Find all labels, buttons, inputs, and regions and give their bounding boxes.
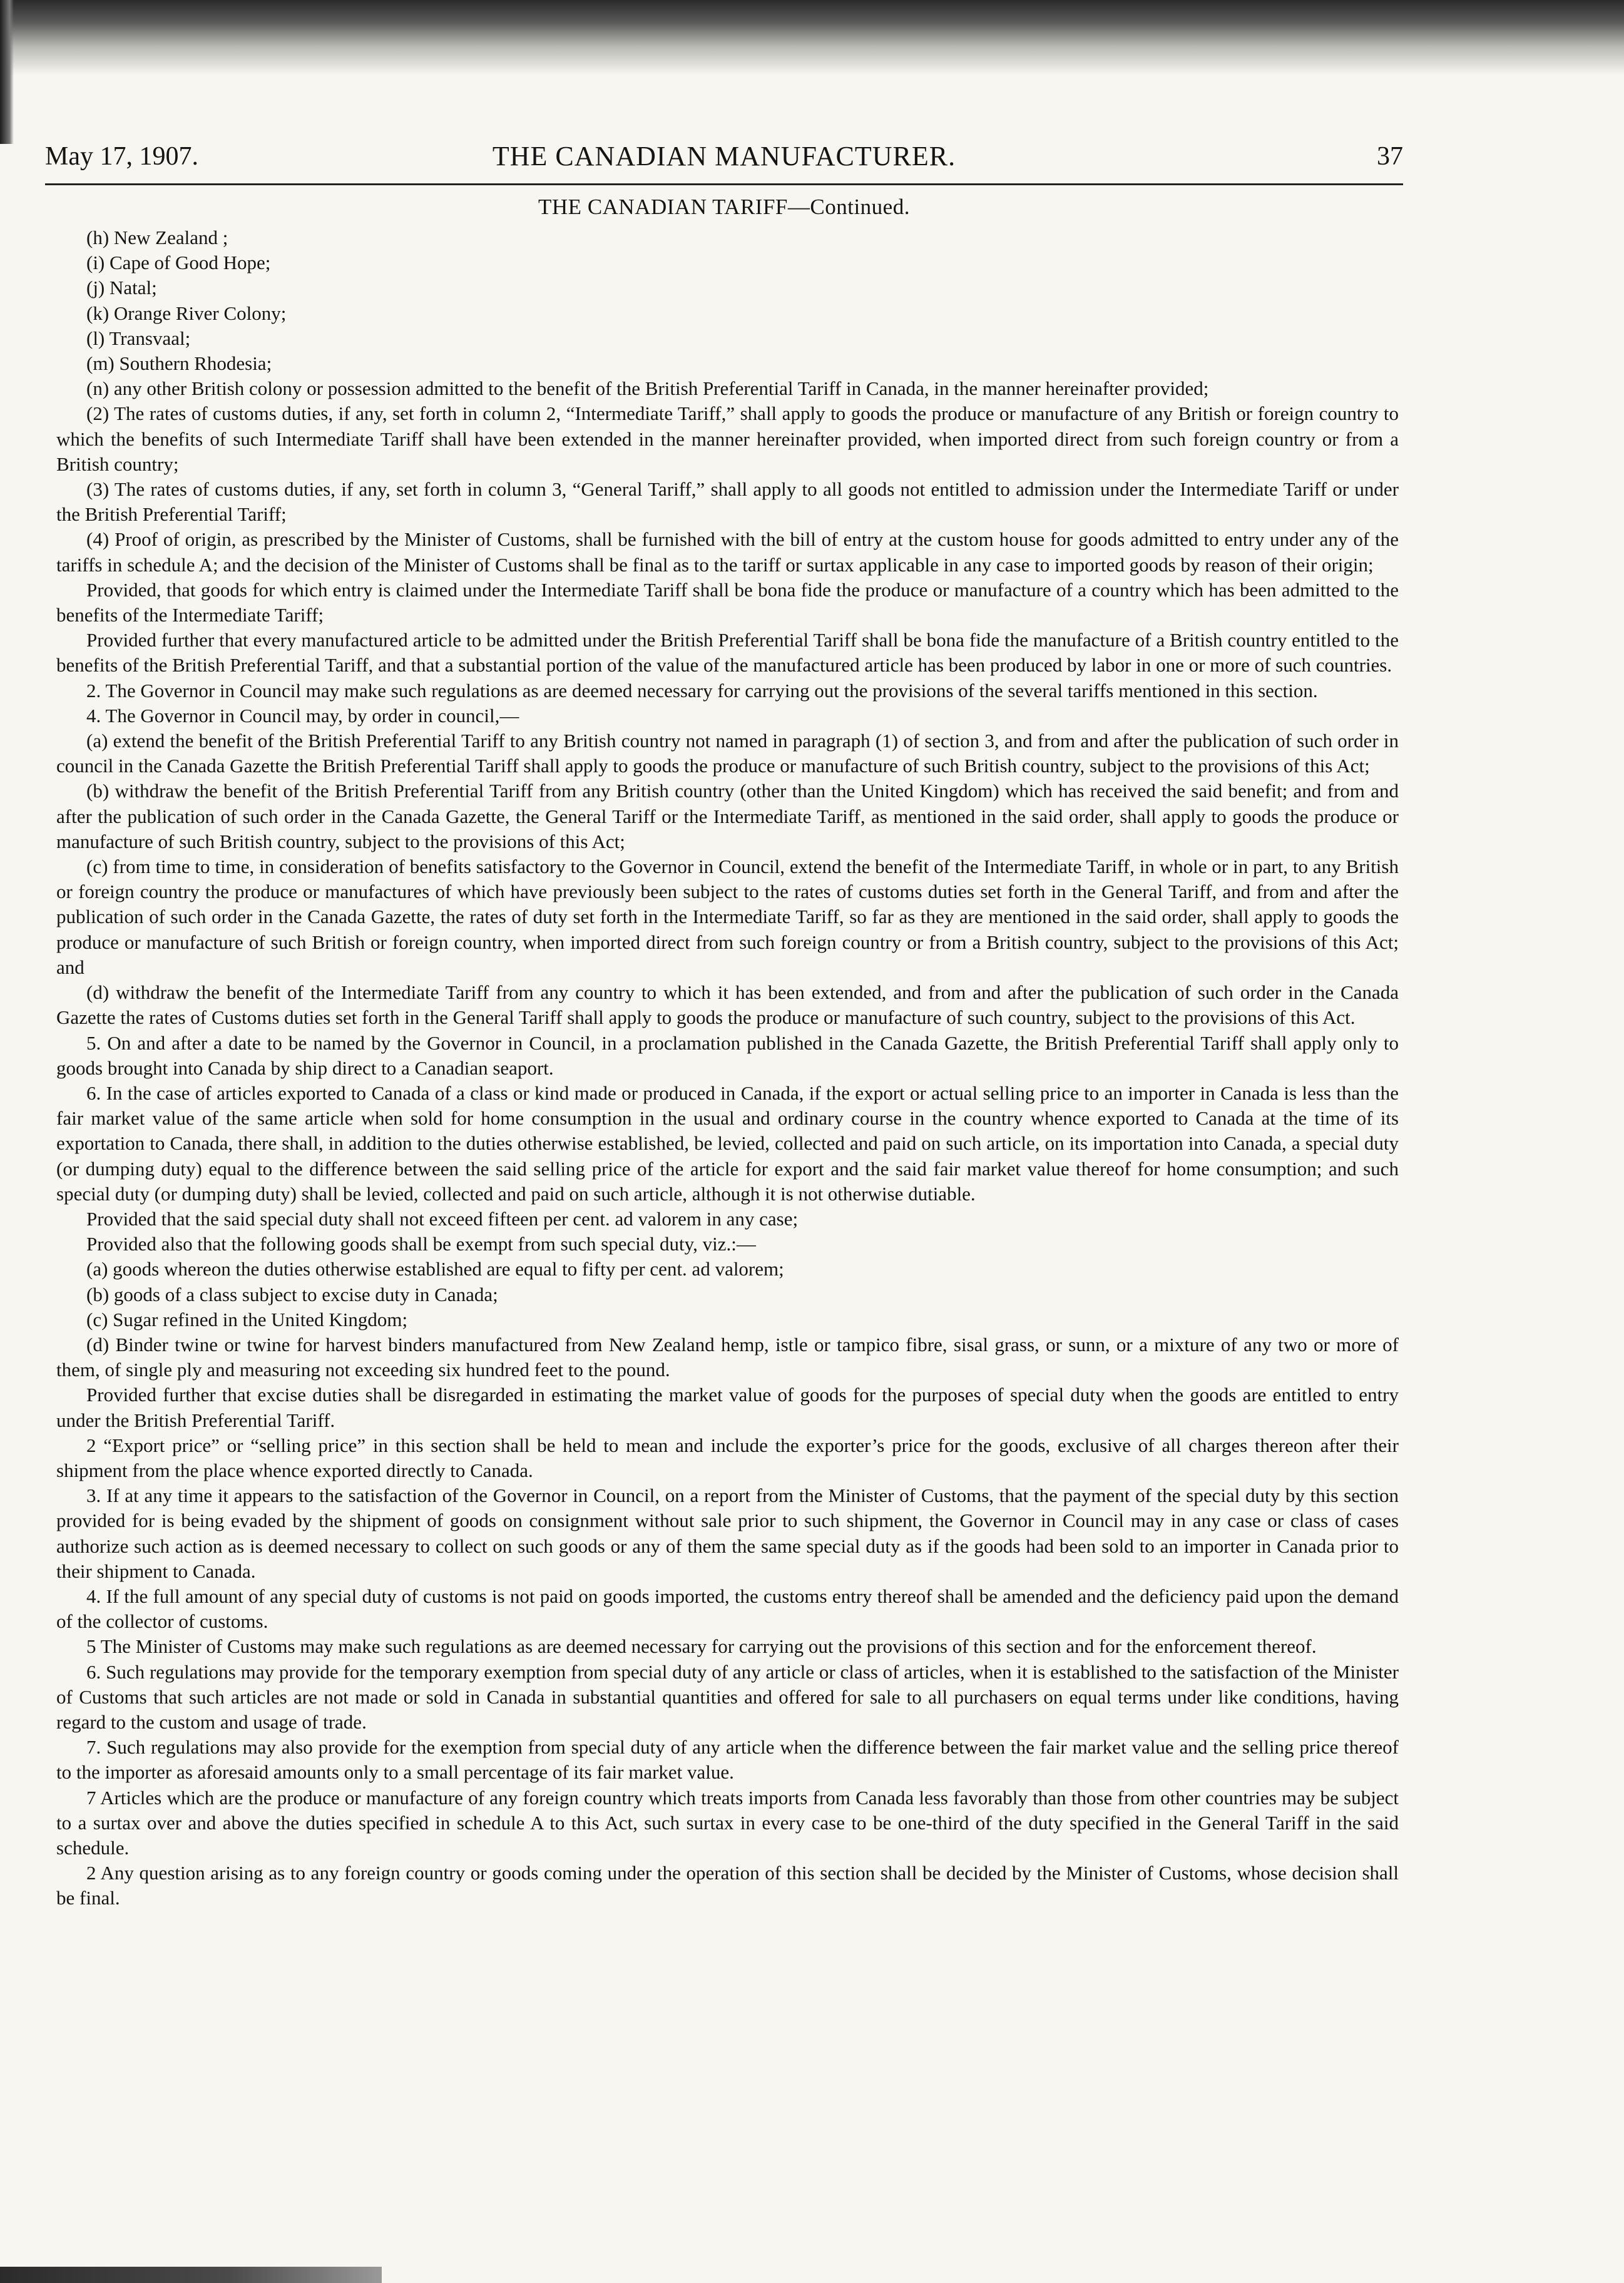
paragraph: 6. Such regulations may provide for the temporary exemption from special duty of any article or class of articles, when it is established to the satisfaction of the Minister of Customs that such articles are not made or sold in Canada in substantial quantities and offered for sale to all purchasers on equal terms under like conditions, having regard to the custom and usage of trade. (56, 1660, 1399, 1733)
paragraph: (l) Transvaal; (86, 327, 191, 349)
paragraph: (i) Cape of Good Hope; (86, 252, 271, 274)
paragraph: (2) The rates of customs duties, if any, set forth in column 2, “Intermediate Tariff,” shall apply to goods the produce or manufacture of any British or foreign country to which the benefits of such Intermediate Tariff shall have been extended in the manner hereinafter provided, when imported direct from such foreign country or from a British country; (56, 402, 1399, 475)
paragraph: (h) New Zealand ; (86, 227, 228, 248)
paragraph: (a) extend the benefit of the British Preferential Tariff to any British country not named in paragraph (1) of section 3, and from and after the publication of such order in council in the Canada Gazette the British Preferential Tariff shall apply to goods the produce or manufacture of such British country, subject to the provisions of this Act; (56, 730, 1399, 777)
paragraph: Provided further that excise duties shall be disregarded in estimating the market value of goods for the purposes of special duty when the goods are entitled to entry under the British Preferential Tariff. (56, 1384, 1399, 1431)
paragraph: Provided further that every manufactured article to be admitted under the British Preferential Tariff shall be bona fide the manufacture of a British country entitled to the benefits of the British Preferential Tariff, and that a substantial portion of the value of the manufactured article has been produced by labor in one or more of such countries. (56, 629, 1399, 677)
issue-date: May 17, 1907. (45, 142, 198, 171)
paragraph: (k) Orange River Colony; (86, 302, 287, 324)
paragraph: (b) withdraw the benefit of the British Preferential Tariff from any British country (other than the United Kingdom) which has received the said benefit; and from and after the publication of such order in the Canada Gazette, the General Tariff or the Intermediate Tariff, as mentioned in the said order, shall apply to goods the produce or manufacture of such British country, subject to the provisions of this Act; (56, 780, 1399, 852)
paragraph: (d) Binder twine or twine for harvest binders manufactured from New Zealand hemp, istle or tampico fibre, sisal grass, or sunn, or a mixture of any two or more of them, of single ply and measuring not exceeding six hundred feet to the pound. (56, 1333, 1399, 1381)
paragraph: (4) Proof of origin, as prescribed by the Minister of Customs, shall be furnished with the bill of entry at the custom house for goods admitted to entry under any of the tariffs in schedule A; and the decision of the Minister of Customs shall be final as to the tariff or surtax applicable in any case to imported goods by reason of their origin; (56, 528, 1399, 576)
paragraph: Provided that the said special duty shall not exceed fifteen per cent. ad valorem in any case; (86, 1207, 799, 1230)
paragraph: (d) withdraw the benefit of the Intermediate Tariff from any country to which it has been extended, and from and after the publication of such order in the Canada Gazette the rates of Customs duties set forth in the General Tariff shall apply to goods the produce or manufacture of such country, subject to the provisions of this Act. (56, 981, 1399, 1029)
paragraph: 2 “Export price” or “selling price” in this section shall be held to mean and include the exporter’s price for the goods, exclusive of all charges thereon after their shipment from the place whence exported directly to Canada. (56, 1434, 1399, 1481)
header-rule (45, 183, 1403, 185)
paragraph: 7. Such regulations may also provide for the exemption from special duty of any article when the difference between the fair market value and the selling price thereof to the importer as aforesaid amounts only to a small percentage of its fair market value. (56, 1736, 1399, 1784)
paragraph: 5 The Minister of Customs may make such regulations as are deemed necessary for carrying out the provisions of this section and for the enforcement thereof. (86, 1635, 1317, 1658)
paragraph: 4. If the full amount of any special duty of customs is not paid on goods imported, the customs entry thereof shall be amended and the deficiency paid upon the demand of the collector of customs. (56, 1585, 1399, 1633)
paragraph: 4. The Governor in Council may, by order in council,— (86, 704, 519, 727)
paragraph: (n) any other British colony or possession admitted to the benefit of the British Preferential Tariff in Canada, in the manner hereinafter provided; (86, 377, 1209, 400)
paragraph: (c) from time to time, in consideration of benefits satisfactory to the Governor in Council, extend the benefit of the Intermediate Tariff, in whole or in part, to any British or foreign country the produce or manufactures of which have previously been subject to the rates of customs duties set forth in the General Tariff, and from and after the publication of such order in the Canada Gazette, the rates of duty set forth in the Intermediate Tariff, so far as they are mentioned in the said order, shall apply to goods the produce or manufacture of such British or foreign country, when imported direct from such foreign country or from a British country, subject to the provisions of this Act; and (56, 855, 1399, 978)
paragraph: (3) The rates of customs duties, if any, set forth in column 3, “General Tariff,” shall apply to all goods not entitled to admission under the Intermediate Tariff or under the British Preferential Tariff; (56, 478, 1399, 526)
paragraph: (b) goods of a class subject to excise duty in Canada; (86, 1283, 498, 1305)
journal-title: THE CANADIAN MANUFACTURER. (492, 141, 956, 171)
scan-edge-bottom (0, 2267, 382, 2283)
paragraph: (c) Sugar refined in the United Kingdom; (86, 1308, 408, 1330)
paragraph: 2. The Governor in Council may make such regulations as are deemed necessary for carrying out the provisions of the several tariffs mentioned in this section. (86, 679, 1318, 702)
paragraph: 5. On and after a date to be named by the Governor in Council, in a proclamation published in the Canada Gazette, the British Preferential Tariff shall apply only to goods brought into Canada by ship direct to a Canadian seaport. (56, 1031, 1399, 1079)
section-heading: THE CANADIAN TARIFF—Continued. (538, 195, 910, 219)
paragraph: (a) goods whereon the duties otherwise established are equal to fifty per cent. ad valorem; (86, 1258, 784, 1280)
article-body (56, 225, 1399, 1911)
paragraph: 2 Any question arising as to any foreign country or goods coming under the operation of this section shall be decided by the Minister of Customs, whose decision shall be final. (56, 1862, 1399, 1909)
paragraph: 7 Articles which are the produce or manufacture of any foreign country which treats imports from Canada less favorably than those from other countries may be subject to a surtax over and above the duties specified in schedule A to this Act, such surtax in every case to be one-third of the duty specified in the General Tariff in the said schedule. (56, 1786, 1399, 1859)
page-number: 37 (1377, 142, 1403, 171)
paragraph: (j) Natal; (86, 277, 157, 299)
paragraph: 6. In the case of articles exported to Canada of a class or kind made or produced in Canada, if the export or actual selling price to an importer in Canada is less than the fair market value of the same article when sold for home consumption in the usual and ordinary course in the country whence exported to Canada at the time of its exportation to Canada, there shall, in addition to the duties otherwise established, be levied, collected and paid on such article, on its importation into Canada, a special duty (or dumping duty) equal to the difference between the said selling price of the article for export and the said fair market value thereof for home consumption; and such special duty (or dumping duty) shall be levied, collected and paid on such article, although it is not otherwise dutiable. (56, 1081, 1399, 1205)
scan-edge-left (0, 0, 14, 144)
paragraph: 3. If at any time it appears to the satisfaction of the Governor in Council, on a report from the Minister of Customs, that the payment of the special duty by this section provided for is being evaded by the shipment of goods on consignment without sale prior to such shipment, the Governor in Council may in any case or class of cases authorize such action as is deemed necessary to collect on such goods or any of them the same special duty as if the goods had been sold to an importer in Canada prior to their shipment to Canada. (56, 1484, 1399, 1582)
page-header (45, 135, 1403, 178)
paragraph: Provided, that goods for which entry is claimed under the Intermediate Tariff shall be bona fide the produce or manufacture of a country which has been admitted to the benefits of the Intermediate Tariff; (56, 578, 1399, 626)
scan-edge-top (0, 0, 1624, 75)
paragraph: Provided also that the following goods shall be exempt from such special duty, viz.:— (86, 1233, 756, 1255)
paragraph: (m) Southern Rhodesia; (86, 352, 272, 375)
